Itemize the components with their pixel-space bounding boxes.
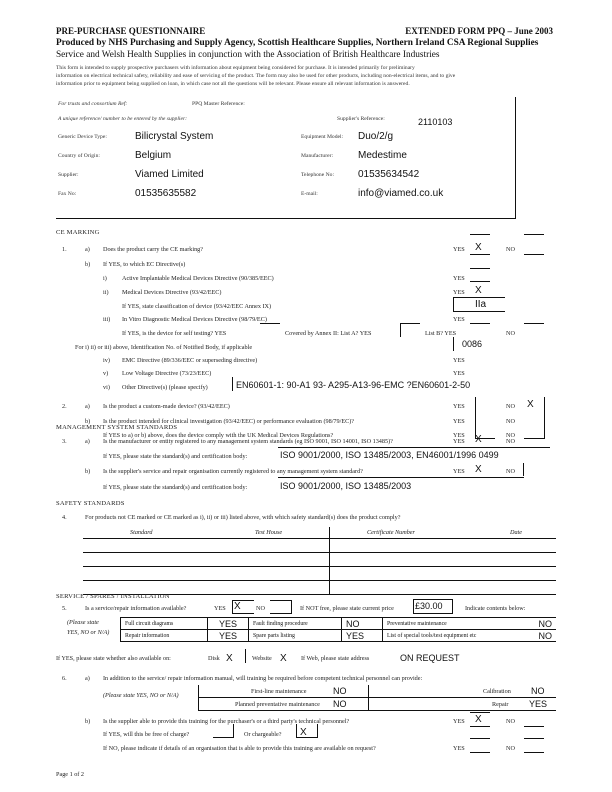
q3a-yes-mark[interactable]: X: [475, 434, 482, 445]
q5-yes-mark: X: [234, 601, 241, 612]
answer-line: [470, 752, 490, 753]
q5-text: Is a service/repair information available?: [85, 605, 187, 612]
service-heading: SERVICE / SPARES / INSTALLATION: [56, 593, 170, 600]
intro-line-3: information prior to equipment being supplied on loan, in which case not all the questions will be relevant. Please ensure all relevant information is answered.: [56, 81, 410, 87]
spare-parts-value[interactable]: YES: [342, 630, 383, 642]
table-row-line: [83, 580, 556, 581]
first-line-label: First-line maintenance: [251, 688, 307, 695]
page-number: Page 1 of 2: [56, 771, 85, 778]
yes-label: YES: [453, 357, 465, 364]
cell-label: List of special tools/test equipment etc: [383, 630, 512, 642]
answer-line: [470, 254, 490, 255]
answer-line: [470, 268, 490, 269]
answer-line: [470, 726, 490, 727]
table-border: [368, 685, 369, 710]
cost-label: If NOT free, please state current price: [300, 605, 394, 612]
supplier-ref-label: Supplier's Reference:: [337, 116, 385, 122]
answer-line: [524, 234, 544, 235]
trust-ref-label: For trusts and consortium Ref:: [58, 101, 128, 107]
col-date: Date: [510, 529, 523, 536]
answer-line: [453, 311, 505, 312]
no-label: NO: [506, 246, 515, 253]
repair-value[interactable]: YES: [529, 699, 548, 709]
box-border: [523, 463, 524, 476]
email-value[interactable]: info@viamed.co.uk: [358, 188, 444, 199]
side-label: (Please state: [67, 619, 99, 626]
answer-line: [470, 712, 490, 713]
field-label: Country of Origin:: [58, 153, 100, 159]
q6-side-label: (Please state YES, NO or N/A): [103, 692, 179, 699]
manufacturer-value[interactable]: Medestime: [358, 150, 407, 161]
answer-line: [470, 738, 490, 739]
yes-label: YES: [453, 370, 465, 377]
mdd-yes-mark[interactable]: X: [475, 285, 482, 296]
producer-line-2: Service and Welsh Health Supplies in conjunction with the Association of British Healthcare Industries: [56, 50, 440, 60]
cell-label: Preventative maintenance: [383, 618, 512, 630]
q6c-text: If NO, please indicate if details of an organisation that is able to provide this training are available on request?: [103, 745, 376, 752]
answer-line: [524, 438, 545, 439]
calibration-label: Calibration: [483, 688, 511, 695]
repair-information-value[interactable]: YES: [208, 630, 249, 642]
no-label: NO: [256, 605, 265, 612]
info-box-bottom-border: [56, 218, 516, 219]
lvd-num: v): [103, 370, 109, 377]
side-label: YES, NO or N/A): [67, 629, 110, 636]
q5-number: 5.: [62, 605, 67, 612]
info-box-right-border: [515, 97, 516, 218]
annex-list-a-label: Covered by Annex II: List A? YES: [285, 330, 372, 337]
safety-heading: SAFETY STANDARDS: [56, 500, 125, 507]
yes-label: YES: [453, 403, 465, 410]
q2a-text: Is the product a custom-made device? (93/42/EEC): [103, 403, 230, 410]
first-line-value[interactable]: NO: [333, 686, 347, 696]
q1-number: 1.: [62, 246, 67, 253]
table-row: [121, 630, 557, 642]
repair-label: Repair: [492, 701, 509, 708]
unique-ref-label: A unique reference/ number to be entered by the supplier:: [58, 116, 187, 122]
directive-num: iii): [103, 316, 111, 323]
chargeable-label: Or chargeable?: [244, 731, 282, 738]
intro-line-2: information on electrical technical safety, reliability and ease of servicing of the product. The form may also be used for other products, including non-electrical items, and to give: [56, 73, 456, 79]
q2-number: 2.: [62, 403, 67, 410]
intro-line-1: This form is intended to supply prospective purchasers with information about equipment being considered for purchase. It is intended primarily for preliminary: [56, 65, 415, 71]
box-border: [475, 397, 476, 438]
supplier-value[interactable]: Viamed Limited: [135, 169, 204, 180]
list-a-checkbox[interactable]: [400, 323, 420, 337]
emc-num: iv): [103, 357, 110, 364]
field-label: Generic Device Type:: [58, 134, 107, 140]
yes-label: YES: [453, 418, 465, 425]
q2a-letter: a): [85, 403, 90, 410]
generic-device-type-value[interactable]: Bilicrystal System: [135, 131, 214, 142]
website-label: Website: [252, 655, 272, 662]
special-tools-value[interactable]: NO: [511, 630, 556, 642]
no-label: NO: [506, 418, 515, 425]
q3b-standards-value[interactable]: ISO 9001/2000, ISO 13485/2003: [280, 481, 412, 491]
q6b-yes-mark[interactable]: X: [475, 714, 482, 725]
chargeable-mark: X: [300, 727, 307, 738]
directive-ivd: In Vitro Diagnostic Medical Devices Directive (98/79/EC): [122, 316, 267, 323]
field-label: Fax No:: [58, 191, 77, 197]
q3b-letter: b): [85, 468, 91, 475]
col-standard: Standard: [130, 529, 153, 536]
yes-label: YES: [453, 246, 465, 253]
management-heading: MANAGEMENT SYSTEM STANDARDS: [56, 424, 178, 431]
q3a-detail-label: If YES, please state the standard(s) and certification body:: [103, 453, 248, 460]
q6b-letter: b): [85, 718, 91, 725]
no-label: NO: [506, 745, 515, 752]
table-row-line: [83, 566, 556, 567]
directive-num: ii): [103, 289, 109, 296]
planned-maintenance-label: Planned preventative maintenance: [235, 701, 320, 708]
cell-label: Full circuit diagrams: [121, 618, 208, 630]
ce-marking-heading: CE MARKING: [56, 229, 100, 236]
yes-label: YES: [214, 605, 226, 612]
preventative-maintenance-value[interactable]: NO: [511, 618, 556, 630]
emc-directive: EMC Directive (89/336/EEC or superseding directive): [122, 357, 258, 364]
box-border: [245, 649, 246, 663]
yes-label: YES: [453, 438, 465, 445]
q5-no-checkbox[interactable]: [270, 600, 292, 614]
directive-aimd: Active Implantable Medical Devices Directive (90/385/EEC): [122, 275, 274, 282]
q3b-yes-mark[interactable]: X: [475, 464, 482, 475]
table-row-line: [198, 710, 556, 711]
self-testing-label: If YES, is the device for self testing? YES: [122, 330, 227, 337]
q3-number: 3.: [62, 438, 67, 445]
q1a-yes-mark[interactable]: X: [475, 242, 482, 253]
ppq-ref-label: PPQ Master Reference:: [192, 101, 245, 107]
field-label: E-mail:: [301, 191, 318, 197]
cell-label: Fault finding procedure: [249, 618, 342, 630]
notified-body-value[interactable]: 0086: [462, 339, 483, 349]
field-label: Telephone No:: [301, 172, 335, 178]
disk-mark[interactable]: X: [226, 653, 233, 664]
q2b-letter: b): [85, 418, 91, 425]
no-label: NO: [506, 330, 515, 337]
fault-finding-value[interactable]: NO: [342, 618, 383, 630]
yes-label: YES: [453, 468, 465, 475]
directive-num: i): [103, 275, 107, 282]
col-test-house: Test House: [255, 529, 283, 536]
circuit-diagrams-value[interactable]: YES: [208, 618, 249, 630]
yes-label: YES: [453, 745, 465, 752]
producer-line-1: Produced by NHS Purchasing and Supply Agency, Scottish Healthcare Supplies, Northern Ireland CSA Regional Supplies: [56, 38, 539, 48]
price-value: £30.00: [415, 601, 443, 611]
box-border: [453, 337, 454, 351]
indicate-contents-label: Indicate contents below:: [465, 605, 526, 612]
q4-text: For products not CE marked or CE marked as i), ii) or iii) listed above, with which safety standard(s) does the product comply?: [85, 514, 401, 521]
yes-label: YES: [453, 289, 465, 296]
other-directive-label: Other Directive(s) (please specify): [122, 384, 208, 391]
country-of-origin-value[interactable]: Belgium: [135, 150, 172, 161]
table-row-line: [83, 552, 556, 553]
no-label: NO: [506, 718, 515, 725]
other-directive-value[interactable]: EN60601-1: 90-A1 93- A295-A13-96-EMC ?EN60601-2-50: [236, 380, 471, 390]
no-label: NO: [506, 468, 515, 475]
lvd-directive: Low Voltage Directive (73/23/EEC): [122, 370, 212, 377]
disk-label: Disk: [208, 655, 220, 662]
box-border: [544, 397, 545, 438]
col-certificate: Certificate Number: [367, 529, 415, 536]
form-title: PRE-PURCHASE QUESTIONNAIRE: [56, 26, 206, 36]
classification-value[interactable]: IIa: [475, 299, 487, 310]
no-label: NO: [506, 403, 515, 410]
answer-line: [524, 323, 544, 324]
cell-label: Repair information: [121, 630, 208, 642]
q3a-standards-value[interactable]: ISO 9001/2000, ISO 13485/2003, EN46001/1996 0499: [280, 450, 499, 460]
q2c-text: If YES to a) or b) above, does the device comply with the UK Medical Devices Regulations?: [103, 432, 334, 439]
answer-line: [470, 281, 490, 282]
q4-number: 4.: [62, 514, 67, 521]
field-label: Manufacturer:: [301, 153, 333, 159]
answer-line: [260, 323, 280, 324]
q6b-text: Is the supplier able to provide this training for the purchaser's or a third party's technical personnel?: [103, 718, 350, 725]
directive-mdd: Medical Devices Directive (93/42/EEC): [122, 289, 222, 296]
no-label: NO: [506, 432, 515, 439]
q3b-text: Is the supplier's service and repair organisation currently registered to any management system standard?: [103, 468, 363, 475]
q2b-text: Is the product intended for clinical investigation (93/42/EEC) or performance evaluation (98/79/EC)?: [103, 418, 355, 425]
q1a-text: Does the product carry the CE marking?: [103, 246, 203, 253]
yes-label: YES: [453, 718, 465, 725]
web-address-value[interactable]: ON REQUEST: [400, 653, 460, 663]
q3b-detail-label: If YES, please state the standard(s) and certification body:: [103, 484, 248, 491]
equipment-model-value[interactable]: Duo/2/g: [358, 131, 394, 142]
table-row: [121, 618, 557, 630]
form-version: EXTENDED FORM PPQ – June 2003: [405, 26, 553, 36]
planned-maintenance-value[interactable]: NO: [333, 699, 347, 709]
telephone-value[interactable]: 01535634542: [358, 169, 420, 180]
answer-line: [470, 234, 490, 235]
yes-label: YES: [453, 275, 465, 282]
box-border: [232, 377, 233, 391]
web-address-label: If Web, please state address: [301, 655, 370, 662]
list-b-label: List B? YES: [425, 330, 457, 337]
q3a-text: Is the manufacturer or entity registered to any management system standards (eg ISO 9001, ISO 14001, ISO 13485)?: [103, 438, 393, 445]
q6-number: 6.: [62, 675, 67, 682]
yes-label: YES: [453, 432, 465, 439]
fax-value[interactable]: 01535635582: [135, 188, 197, 199]
other-num: vi): [103, 384, 110, 391]
field-label: Supplier:: [58, 172, 79, 178]
answer-line: [278, 447, 550, 448]
answer-line: [524, 726, 544, 727]
yes-label: YES: [453, 316, 465, 323]
calibration-value[interactable]: NO: [531, 686, 545, 696]
cell-label: Spare parts listing: [249, 630, 342, 642]
q1b-text: If YES, to which EC Directive(s): [103, 261, 186, 268]
answer-line: [470, 323, 490, 324]
q1a-letter: a): [85, 246, 90, 253]
q2a-no-mark[interactable]: X: [527, 399, 534, 410]
no-label: NO: [506, 438, 515, 445]
q3a-letter: a): [85, 438, 90, 445]
media-label: If YES, please state whether also available on:: [56, 655, 171, 662]
table-row-line: [83, 538, 556, 539]
free-of-charge-label: If YES, will this be free of charge?: [103, 731, 190, 738]
q1b-letter: b): [85, 261, 91, 268]
answer-line: [278, 477, 524, 478]
free-of-charge-box[interactable]: [213, 724, 234, 738]
table-row-line: [198, 697, 556, 698]
q6a-letter: a): [85, 675, 90, 682]
notified-body-label: For i) ii) or iii) above, Identification No. of Notified Body, if applicable: [75, 344, 253, 351]
website-mark[interactable]: X: [280, 653, 287, 664]
service-contents-table: [120, 617, 556, 642]
answer-line: [524, 738, 544, 739]
field-label: Equipment Model:: [301, 134, 344, 140]
classification-label: If YES, state classification of device (93/42/EEC Annex IX): [122, 303, 272, 310]
answer-line: [524, 254, 544, 255]
q6a-text: In addition to the service/ repair information manual, will training be required before competent technical personnel can provide:: [103, 675, 423, 682]
supplier-ref-value[interactable]: 2110103: [418, 117, 453, 127]
answer-line: [524, 752, 544, 753]
